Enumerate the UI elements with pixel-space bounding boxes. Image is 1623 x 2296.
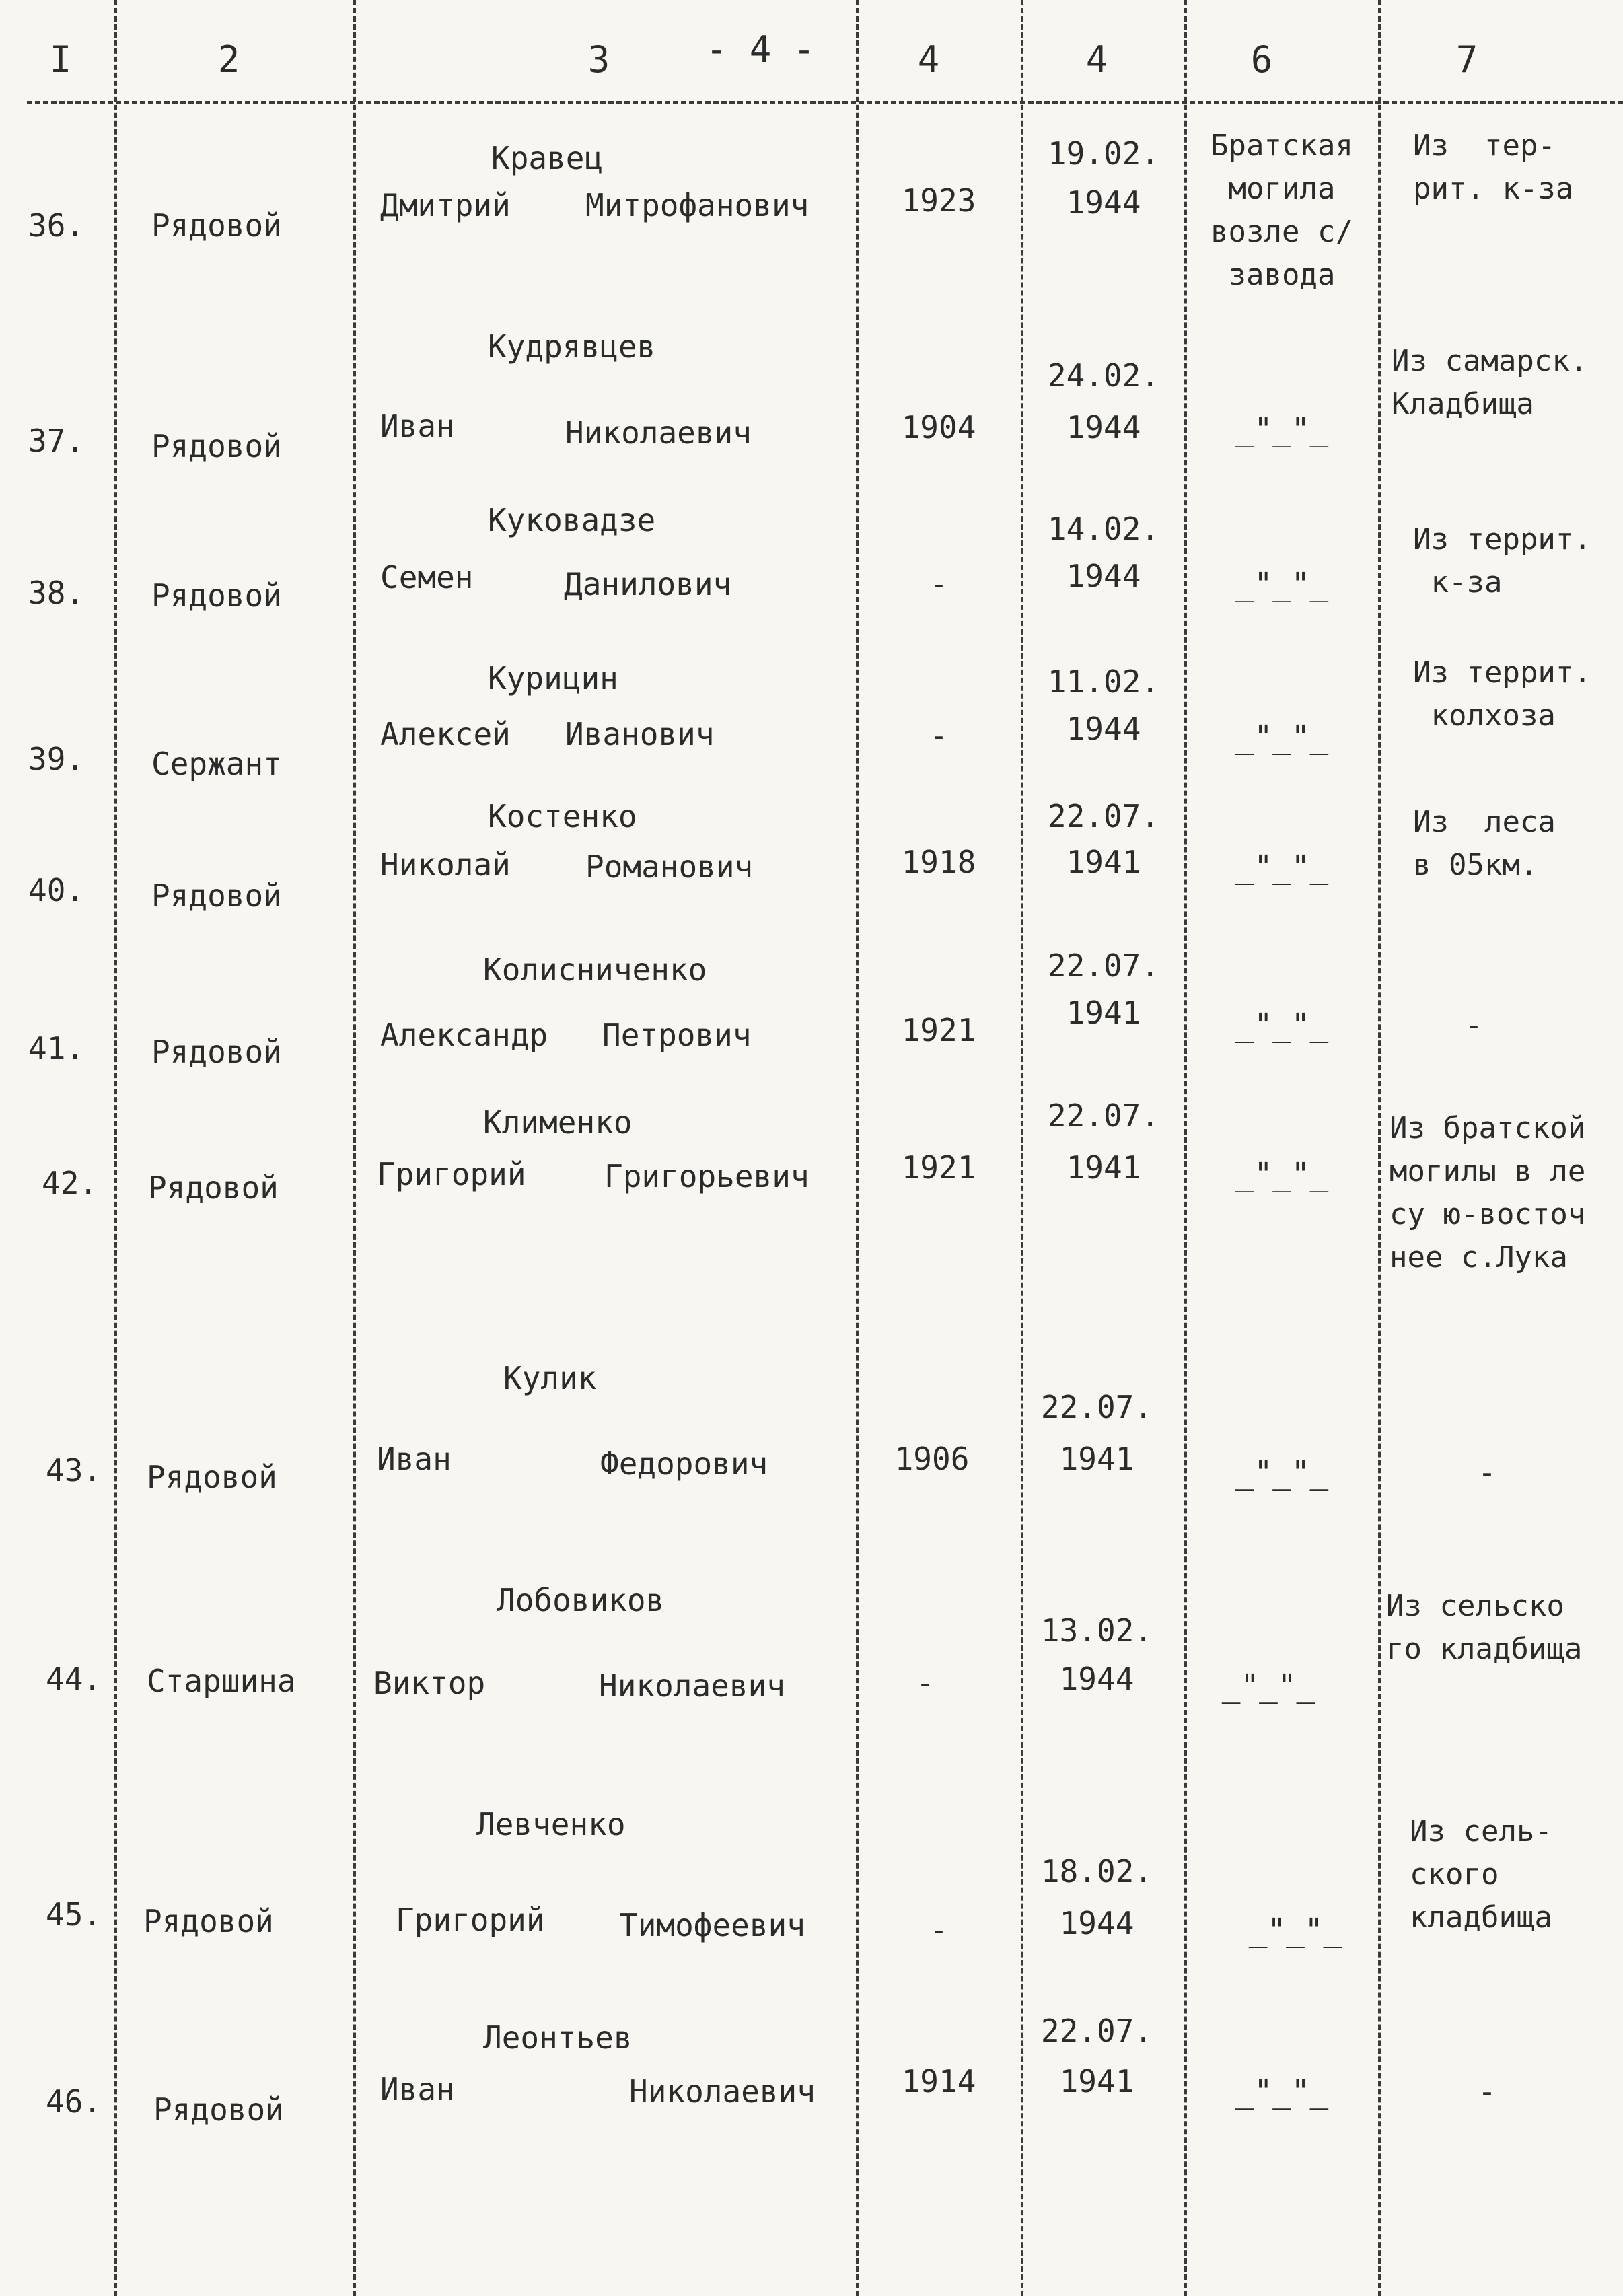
header-divider [27,101,1623,104]
birth-year: 1921 [901,1149,976,1186]
row-number: 38. [28,575,85,611]
death-year: 1941 [1066,995,1141,1031]
page-number: - 4 - [705,28,816,71]
patronymic: Данилович [564,566,732,602]
column-divider [114,0,117,2296]
column-divider [856,0,859,2296]
column-divider [353,0,356,2296]
ditto-mark: _"_"_ [1248,1912,1342,1948]
birth-year: - [929,566,948,602]
row-number: 36. [28,207,85,244]
first-name: Алексей [380,716,511,752]
birth-year: 1921 [901,1012,976,1048]
birth-year: - [929,717,948,754]
reburied-from: - [1478,2073,1496,2110]
surname: Курицин [488,660,618,696]
death-year: 1941 [1066,844,1141,880]
row-number: 44. [46,1661,102,1697]
first-name: Николай [380,847,511,883]
first-name: Иван [377,1441,452,1477]
burial-place: Братская могила возле с/ завода [1211,129,1353,292]
row-number: 37. [28,423,85,459]
column-divider [1378,0,1381,2296]
ditto-mark: _"_"_ [1235,1156,1329,1192]
header-col4b: 4 [1085,38,1108,81]
reburied-from: Из братской могилы в ле су ю-восточ нее с.Лука [1390,1111,1586,1275]
rank: Рядовой [151,207,282,244]
reburied-from: Из самарск. Кладбища [1392,344,1588,421]
header-col7: 7 [1455,38,1478,81]
surname: Кудрявцев [488,328,656,365]
death-year: 1941 [1059,2063,1134,2100]
first-name: Григорий [396,1902,545,1938]
ditto-mark: _"_"_ [1221,1667,1315,1704]
surname: Кравец [491,140,604,176]
death-date: 22.07. [1047,798,1160,834]
death-year: 1941 [1059,1441,1134,1477]
ditto-mark: _"_"_ [1235,849,1329,885]
row-number: 43. [46,1452,102,1488]
rank: Сержант [151,746,282,782]
first-name: Дмитрий [380,187,511,223]
birth-year: 1906 [894,1441,970,1477]
row-number: 39. [28,741,85,777]
header-col6: 6 [1250,38,1273,81]
surname: Костенко [488,798,637,834]
column-divider [1021,0,1023,2296]
death-year: 1944 [1059,1661,1134,1697]
death-date: 11.02. [1047,663,1160,700]
ditto-mark: _"_"_ [1235,566,1329,602]
death-year: 1944 [1066,409,1141,445]
row-number: 46. [46,2083,102,2120]
death-date: 24.02. [1047,357,1160,394]
death-date: 22.07. [1040,2013,1153,2049]
ditto-mark: _"_"_ [1235,1454,1329,1491]
ditto-mark: _"_"_ [1235,2073,1329,2110]
header-col2: 2 [217,38,240,81]
header-col4a: 4 [917,38,940,81]
rank: Старшина [147,1663,296,1699]
birth-year: 1918 [901,844,976,880]
birth-year: 1914 [901,2063,976,2100]
first-name: Виктор [373,1665,486,1701]
patronymic: Николаевич [629,2073,816,2110]
patronymic: Федорович [600,1445,768,1482]
patronymic: Петрович [602,1017,752,1053]
death-year: 1941 [1066,1149,1141,1186]
birth-year: 1904 [901,409,976,445]
first-name: Иван [380,2071,455,2108]
surname: Клименко [483,1104,633,1141]
rank: Рядовой [143,1903,274,1939]
reburied-from: - [1464,1007,1483,1043]
first-name: Иван [380,408,455,444]
header-col3: 3 [587,38,610,81]
rank: Рядовой [153,2091,284,2128]
surname: Левченко [476,1806,626,1842]
rank: Рядовой [151,428,282,464]
row-number: 40. [28,872,85,908]
death-year: 1944 [1059,1905,1134,1941]
first-name: Семен [380,559,474,596]
death-year: 1944 [1066,184,1141,221]
first-name: Григорий [377,1156,526,1192]
surname: Куковадзе [488,502,656,538]
row-number: 42. [42,1165,98,1201]
patronymic: Николаевич [599,1667,785,1704]
rank: Рядовой [148,1170,279,1206]
death-date: 19.02. [1047,135,1160,172]
death-year: 1944 [1066,558,1141,594]
column-divider [1184,0,1187,2296]
patronymic: Иванович [565,716,715,752]
death-year: 1944 [1066,711,1141,747]
ditto-mark: _"_"_ [1235,411,1329,447]
reburied-from: Из сельско го кладбища [1386,1589,1583,1666]
rank: Рядовой [151,1034,282,1070]
reburied-from: Из террит. колхоза [1413,655,1591,733]
patronymic: Григорьевич [604,1158,809,1194]
patronymic: Романович [585,849,754,885]
reburied-from: Из сель- ского кладбища [1410,1814,1552,1935]
rank: Рядовой [151,877,282,914]
surname: Леонтьев [483,2019,633,2056]
death-date: 18.02. [1040,1853,1153,1890]
surname: Колисниченко [483,952,707,988]
birth-year: 1923 [901,182,976,219]
first-name: Александр [380,1017,548,1053]
death-date: 14.02. [1047,511,1160,547]
reburied-from: Из террит. к-за [1413,522,1591,600]
ditto-mark: _"_"_ [1235,719,1329,755]
birth-year: - [916,1665,935,1701]
death-date: 22.07. [1047,1098,1160,1134]
rank: Рядовой [147,1459,277,1495]
surname: Кулик [503,1360,597,1396]
header-col1: I [49,38,72,81]
death-date: 13.02. [1040,1612,1153,1649]
reburied-from: Из леса в 05км. [1413,805,1556,882]
rank: Рядовой [151,577,282,614]
patronymic: Тимофеевич [619,1907,805,1943]
ditto-mark: _"_"_ [1235,1007,1329,1043]
row-number: 41. [28,1030,85,1067]
birth-year: - [929,1912,948,1948]
reburied-from: - [1478,1454,1496,1491]
row-number: 45. [46,1896,102,1933]
patronymic: Митрофанович [585,187,809,223]
reburied-from: Из тер- рит. к-за [1413,129,1574,206]
surname: Лобовиков [497,1582,665,1618]
death-date: 22.07. [1040,1389,1153,1425]
death-date: 22.07. [1047,947,1160,984]
patronymic: Николаевич [565,415,752,451]
